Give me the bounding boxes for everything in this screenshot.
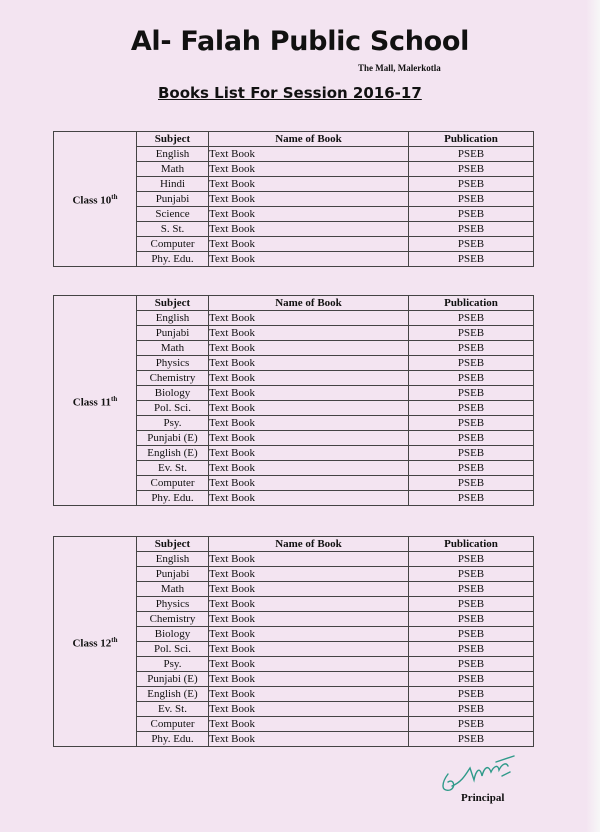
subject-cell: Physics — [137, 597, 209, 612]
book-name-cell: Text Book — [209, 371, 409, 386]
subject-cell: Phy. Edu. — [137, 491, 209, 506]
subject-cell: Math — [137, 162, 209, 177]
principal-label: Principal — [461, 792, 505, 804]
class-label-cell — [54, 537, 137, 747]
publication-cell: PSEB — [409, 582, 534, 597]
subject-cell: English (E) — [137, 446, 209, 461]
class-label-suffix: th — [110, 394, 118, 403]
book-name-cell: Text Book — [209, 687, 409, 702]
subject-cell: Psy. — [137, 416, 209, 431]
subject-cell: Physics — [137, 356, 209, 371]
table-header-row — [54, 296, 534, 311]
publication-cell: PSEB — [409, 311, 534, 326]
publication-cell: PSEB — [409, 192, 534, 207]
book-name-cell: Text Book — [209, 326, 409, 341]
subject-cell: Ev. St. — [137, 702, 209, 717]
subject-cell: Punjabi — [137, 192, 209, 207]
subject-cell: Math — [137, 341, 209, 356]
subject-cell: Pol. Sci. — [137, 401, 209, 416]
book-name-cell: Text Book — [209, 642, 409, 657]
publication-cell: PSEB — [409, 476, 534, 491]
book-name-cell: Text Book — [209, 627, 409, 642]
book-name-cell: Text Book — [209, 612, 409, 627]
book-name-cell: Text Book — [209, 252, 409, 267]
subject-cell: Computer — [137, 237, 209, 252]
book-name-cell: Text Book — [209, 207, 409, 222]
subject-cell: English (E) — [137, 687, 209, 702]
publication-cell: PSEB — [409, 717, 534, 732]
subject-cell: Computer — [137, 717, 209, 732]
subject-cell: Punjabi (E) — [137, 672, 209, 687]
column-header-book: Name of Book — [209, 296, 409, 311]
publication-cell: PSEB — [409, 657, 534, 672]
publication-cell: PSEB — [409, 552, 534, 567]
school-address: The Mall, Malerkotla — [358, 63, 441, 73]
class-label-cell — [54, 296, 137, 506]
subject-cell: Punjabi (E) — [137, 431, 209, 446]
publication-cell: PSEB — [409, 356, 534, 371]
publication-cell: PSEB — [409, 341, 534, 356]
publication-cell: PSEB — [409, 491, 534, 506]
subject-cell: Psy. — [137, 657, 209, 672]
publication-cell: PSEB — [409, 612, 534, 627]
book-name-cell: Text Book — [209, 416, 409, 431]
subject-cell: Chemistry — [137, 371, 209, 386]
book-name-cell: Text Book — [209, 491, 409, 506]
subject-cell: Punjabi — [137, 326, 209, 341]
table-header-row — [54, 537, 534, 552]
book-name-cell: Text Book — [209, 582, 409, 597]
column-header-publication: Publication — [409, 296, 534, 311]
book-name-cell: Text Book — [209, 192, 409, 207]
books-table-class-12 — [53, 536, 534, 747]
book-name-cell: Text Book — [209, 672, 409, 687]
publication-cell: PSEB — [409, 732, 534, 747]
subject-cell: Punjabi — [137, 567, 209, 582]
subject-cell: Ev. St. — [137, 461, 209, 476]
book-name-cell: Text Book — [209, 567, 409, 582]
session-title: Books List For Session 2016-17 — [158, 84, 422, 102]
book-name-cell: Text Book — [209, 476, 409, 491]
subject-cell: Chemistry — [137, 612, 209, 627]
subject-cell: Phy. Edu. — [137, 732, 209, 747]
subject-cell: English — [137, 147, 209, 162]
book-name-cell: Text Book — [209, 386, 409, 401]
publication-cell: PSEB — [409, 431, 534, 446]
publication-cell: PSEB — [409, 162, 534, 177]
book-name-cell: Text Book — [209, 401, 409, 416]
book-name-cell: Text Book — [209, 461, 409, 476]
book-name-cell: Text Book — [209, 717, 409, 732]
publication-cell: PSEB — [409, 326, 534, 341]
book-name-cell: Text Book — [209, 311, 409, 326]
book-name-cell: Text Book — [209, 222, 409, 237]
table-header-row — [54, 132, 534, 147]
book-name-cell: Text Book — [209, 552, 409, 567]
book-name-cell: Text Book — [209, 431, 409, 446]
publication-cell: PSEB — [409, 401, 534, 416]
publication-cell: PSEB — [409, 642, 534, 657]
subject-cell: English — [137, 311, 209, 326]
publication-cell: PSEB — [409, 386, 534, 401]
book-name-cell: Text Book — [209, 237, 409, 252]
book-name-cell: Text Book — [209, 597, 409, 612]
subject-cell: Hindi — [137, 177, 209, 192]
column-header-publication: Publication — [409, 537, 534, 552]
subject-cell: Phy. Edu. — [137, 252, 209, 267]
books-table-class-10 — [53, 131, 534, 267]
book-name-cell: Text Book — [209, 147, 409, 162]
column-header-book: Name of Book — [209, 132, 409, 147]
publication-cell: PSEB — [409, 207, 534, 222]
subject-cell: Biology — [137, 386, 209, 401]
publication-cell: PSEB — [409, 687, 534, 702]
class-label-suffix: th — [111, 635, 118, 644]
subject-cell: S. St. — [137, 222, 209, 237]
book-name-cell: Text Book — [209, 356, 409, 371]
books-table-class-11 — [53, 295, 534, 506]
column-header-subject: Subject — [137, 296, 209, 311]
principal-signature — [436, 752, 526, 796]
subject-cell: English — [137, 552, 209, 567]
column-header-subject: Subject — [137, 537, 209, 552]
publication-cell: PSEB — [409, 371, 534, 386]
book-name-cell: Text Book — [209, 341, 409, 356]
publication-cell: PSEB — [409, 446, 534, 461]
book-name-cell: Text Book — [209, 446, 409, 461]
book-name-cell: Text Book — [209, 702, 409, 717]
class-label: Class 10 — [72, 194, 112, 207]
subject-cell: Science — [137, 207, 209, 222]
book-name-cell: Text Book — [209, 732, 409, 747]
book-name-cell: Text Book — [209, 177, 409, 192]
class-label: Class 12 — [72, 637, 112, 650]
publication-cell: PSEB — [409, 672, 534, 687]
school-title: Al- Falah Public School — [130, 26, 470, 57]
subject-cell: Computer — [137, 476, 209, 491]
book-name-cell: Text Book — [209, 162, 409, 177]
subject-cell: Math — [137, 582, 209, 597]
publication-cell: PSEB — [409, 147, 534, 162]
column-header-book: Name of Book — [209, 537, 409, 552]
publication-cell: PSEB — [409, 237, 534, 252]
publication-cell: PSEB — [409, 222, 534, 237]
subject-cell: Pol. Sci. — [137, 642, 209, 657]
publication-cell: PSEB — [409, 461, 534, 476]
class-label-cell — [54, 132, 137, 267]
publication-cell: PSEB — [409, 627, 534, 642]
publication-cell: PSEB — [409, 597, 534, 612]
class-label: Class 11 — [72, 396, 111, 409]
class-label-suffix: th — [111, 193, 118, 202]
book-name-cell: Text Book — [209, 657, 409, 672]
subject-cell: Biology — [137, 627, 209, 642]
publication-cell: PSEB — [409, 252, 534, 267]
publication-cell: PSEB — [409, 702, 534, 717]
page-edge — [586, 0, 600, 832]
column-header-publication: Publication — [409, 132, 534, 147]
column-header-subject: Subject — [137, 132, 209, 147]
publication-cell: PSEB — [409, 567, 534, 582]
publication-cell: PSEB — [409, 416, 534, 431]
publication-cell: PSEB — [409, 177, 534, 192]
